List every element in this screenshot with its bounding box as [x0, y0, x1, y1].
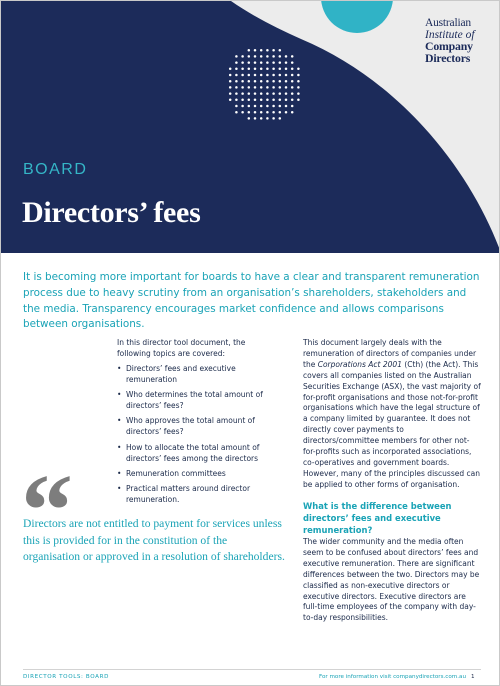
- decorative-dot: [285, 61, 288, 64]
- decorative-dot: [285, 105, 288, 108]
- decorative-dot: [248, 117, 251, 120]
- decorative-dot: [235, 68, 238, 71]
- decorative-dot: [254, 68, 257, 71]
- decorative-dot: [260, 68, 263, 71]
- decorative-dot: [279, 61, 282, 64]
- decorative-dot: [254, 80, 257, 83]
- decorative-dot: [241, 61, 244, 64]
- decorative-dot: [285, 99, 288, 102]
- decorative-dot: [266, 105, 269, 108]
- decorative-dot: [297, 99, 300, 102]
- decorative-dot: [235, 74, 238, 77]
- header-banner: [1, 1, 500, 253]
- decorative-dot: [297, 68, 300, 71]
- decorative-dot: [291, 86, 294, 89]
- decorative-dot: [291, 68, 294, 71]
- topics-list: [117, 364, 273, 506]
- decorative-dot: [279, 74, 282, 77]
- decorative-dot: [254, 74, 257, 77]
- aicd-logo: [425, 18, 499, 64]
- decorative-dot: [235, 86, 238, 89]
- decorative-dot: [241, 68, 244, 71]
- decorative-dot: [241, 80, 244, 83]
- decorative-dot: [291, 92, 294, 95]
- decorative-dot: [241, 55, 244, 58]
- decorative-dot: [229, 99, 232, 102]
- intro-paragraph: It is becoming more important for boards to have a clear and transparent remuneration process due to heavy scrutiny from an organisation’s shareholders, stakeholders and the media. Transparency encourages market confidence and allows comparisons between organisations.: [23, 271, 480, 331]
- decorative-dot: [291, 99, 294, 102]
- decorative-dot: [266, 99, 269, 102]
- decorative-dot: [248, 92, 251, 95]
- decorative-dot: [272, 55, 275, 58]
- decorative-dot: [241, 92, 244, 95]
- topics-column: [117, 338, 273, 511]
- decorative-dot: [248, 74, 251, 77]
- decorative-dot: [241, 74, 244, 77]
- decorative-dot: [297, 92, 300, 95]
- decorative-dot: [241, 99, 244, 102]
- decorative-dot: [291, 111, 294, 114]
- decorative-dot: [291, 61, 294, 64]
- decorative-dot: [285, 86, 288, 89]
- decorative-dot: [248, 61, 251, 64]
- decorative-dot: [235, 61, 238, 64]
- decorative-dot: [272, 86, 275, 89]
- topics-lead: In this director tool document, the following topics are covered:: [117, 338, 246, 358]
- decorative-dot: [260, 80, 263, 83]
- body-column-intro: [303, 338, 481, 491]
- dotted-circle-pattern: [229, 49, 300, 120]
- decorative-dot: [235, 105, 238, 108]
- decorative-dot: [260, 49, 263, 52]
- decorative-dot: [254, 92, 257, 95]
- decorative-dot: [254, 117, 257, 120]
- decorative-dot: [297, 74, 300, 77]
- decorative-dot: [279, 105, 282, 108]
- decorative-dot: [235, 80, 238, 83]
- decorative-dot: [291, 80, 294, 83]
- decorative-dot: [241, 111, 244, 114]
- decorative-dot: [266, 49, 269, 52]
- decorative-dot: [272, 117, 275, 120]
- decorative-dot: [297, 86, 300, 89]
- decorative-dot: [279, 99, 282, 102]
- logo-line-2: Institute of: [425, 28, 475, 41]
- difference-paragraph: The wider community and the media often seem to be confused about directors’ fees and executive remuneration. There are significant differences between the two. Directors may be classified as non-executive directors or executive directors. Executive directors are full-time employees of the company with day-to-day responsibilities.: [303, 537, 480, 623]
- decorative-dot: [266, 86, 269, 89]
- section-heading: What is the difference between directors’ fees and executive remuneration?: [303, 501, 452, 535]
- decorative-dot: [241, 105, 244, 108]
- decorative-dot: [272, 74, 275, 77]
- decorative-dot: [279, 92, 282, 95]
- scope-text-start: This document largely deals with the remuneration of directors of companies under the: [303, 338, 477, 369]
- decorative-dot: [272, 80, 275, 83]
- logo-line-4: Directors: [425, 50, 471, 65]
- decorative-dot: [272, 68, 275, 71]
- decorative-dot: [248, 111, 251, 114]
- decorative-dot: [266, 111, 269, 114]
- decorative-dot: [285, 68, 288, 71]
- decorative-dot: [254, 61, 257, 64]
- decorative-dot: [272, 92, 275, 95]
- decorative-dot: [254, 55, 257, 58]
- decorative-dot: [248, 68, 251, 71]
- decorative-dot: [248, 105, 251, 108]
- decorative-dot: [235, 92, 238, 95]
- decorative-dot: [279, 80, 282, 83]
- decorative-dot: [241, 86, 244, 89]
- topic-item: • Remuneration committees: [117, 469, 273, 480]
- topic-item: • Who approves the total amount of directors’ fees?: [117, 416, 273, 438]
- decorative-dot: [229, 92, 232, 95]
- decorative-dot: [248, 55, 251, 58]
- logo-line-3: Company: [425, 39, 473, 53]
- decorative-dot: [285, 80, 288, 83]
- decorative-dot: [272, 111, 275, 114]
- decorative-dot: [248, 99, 251, 102]
- decorative-dot: [260, 92, 263, 95]
- footer-divider: [23, 669, 481, 670]
- decorative-dot: [272, 61, 275, 64]
- decorative-dot: [266, 80, 269, 83]
- decorative-dot: [266, 92, 269, 95]
- page-number: 1: [471, 674, 475, 680]
- decorative-dot: [260, 55, 263, 58]
- decorative-dot: [279, 55, 282, 58]
- decorative-dot: [279, 111, 282, 114]
- decorative-dot: [229, 80, 232, 83]
- pull-quote: Directors are not entitled to payment for services unless this is provided for in the constitution of the organisation or approved in a resolution of shareholders.: [23, 517, 285, 564]
- decorative-dot: [235, 99, 238, 102]
- section-label: BOARD: [23, 161, 88, 178]
- topic-item: • Practical matters around director remuneration.: [117, 484, 273, 506]
- decorative-dot: [260, 105, 263, 108]
- decorative-dot: [254, 86, 257, 89]
- decorative-dot: [279, 68, 282, 71]
- decorative-dot: [260, 117, 263, 120]
- decorative-dot: [272, 49, 275, 52]
- decorative-dot: [272, 105, 275, 108]
- decorative-dot: [260, 61, 263, 64]
- decorative-dot: [229, 86, 232, 89]
- decorative-dot: [254, 99, 257, 102]
- body-column-difference: [303, 537, 481, 624]
- decorative-dot: [260, 111, 263, 114]
- decorative-dot: [248, 80, 251, 83]
- decorative-dot: [248, 49, 251, 52]
- decorative-dot: [266, 117, 269, 120]
- decorative-dot: [229, 74, 232, 77]
- decorative-dot: [266, 74, 269, 77]
- decorative-dot: [285, 74, 288, 77]
- footer-website-link[interactable]: For more information visit companydirectors.com.au: [318, 674, 466, 680]
- decorative-dot: [260, 74, 263, 77]
- decorative-dot: [248, 86, 251, 89]
- decorative-dot: [254, 105, 257, 108]
- decorative-dot: [285, 92, 288, 95]
- decorative-dot: [266, 68, 269, 71]
- decorative-dot: [266, 61, 269, 64]
- logo-line-1: Australian: [425, 17, 471, 29]
- decorative-dot: [297, 80, 300, 83]
- decorative-dot: [260, 99, 263, 102]
- decorative-dot: [235, 111, 238, 114]
- page-title: Directors’ fees: [22, 196, 201, 229]
- quote-mark-icon: “: [21, 453, 73, 568]
- decorative-dot: [254, 49, 257, 52]
- act-name: Corporations Act 2001: [317, 359, 402, 369]
- decorative-dot: [272, 99, 275, 102]
- decorative-dot: [291, 74, 294, 77]
- footer-series-label: DIRECTOR TOOLS: BOARD: [23, 674, 109, 680]
- decorative-dot: [279, 86, 282, 89]
- topic-item: • How to allocate the total amount of directors’ fees among the directors: [117, 443, 273, 465]
- decorative-dot: [285, 55, 288, 58]
- decorative-dot: [229, 68, 232, 71]
- decorative-dot: [266, 55, 269, 58]
- scope-paragraph: [303, 338, 481, 491]
- decorative-dot: [291, 105, 294, 108]
- scope-text-end: (Cth) (the Act). This covers all companies listed on the Australian Securities Exchange (ASX), the vast majority of for-profit organisations and those not-for-profit organisations which have the legal structure of a company limited by guarantee. It does not directly cover payments to directors/committee members for other not-for-profits such as incorporated associations, co-operatives and government boards. However, many of the principles discussed can be applied to other forms of organisation.: [303, 359, 481, 489]
- decorative-dot: [235, 55, 238, 58]
- topic-item: • Directors’ fees and executive remuneration: [117, 364, 273, 386]
- decorative-dot: [291, 55, 294, 58]
- decorative-dot: [254, 111, 257, 114]
- decorative-dot: [285, 111, 288, 114]
- decorative-dot: [279, 117, 282, 120]
- topic-item: • Who determines the total amount of directors’ fees?: [117, 390, 273, 412]
- decorative-dot: [260, 86, 263, 89]
- decorative-dot: [279, 49, 282, 52]
